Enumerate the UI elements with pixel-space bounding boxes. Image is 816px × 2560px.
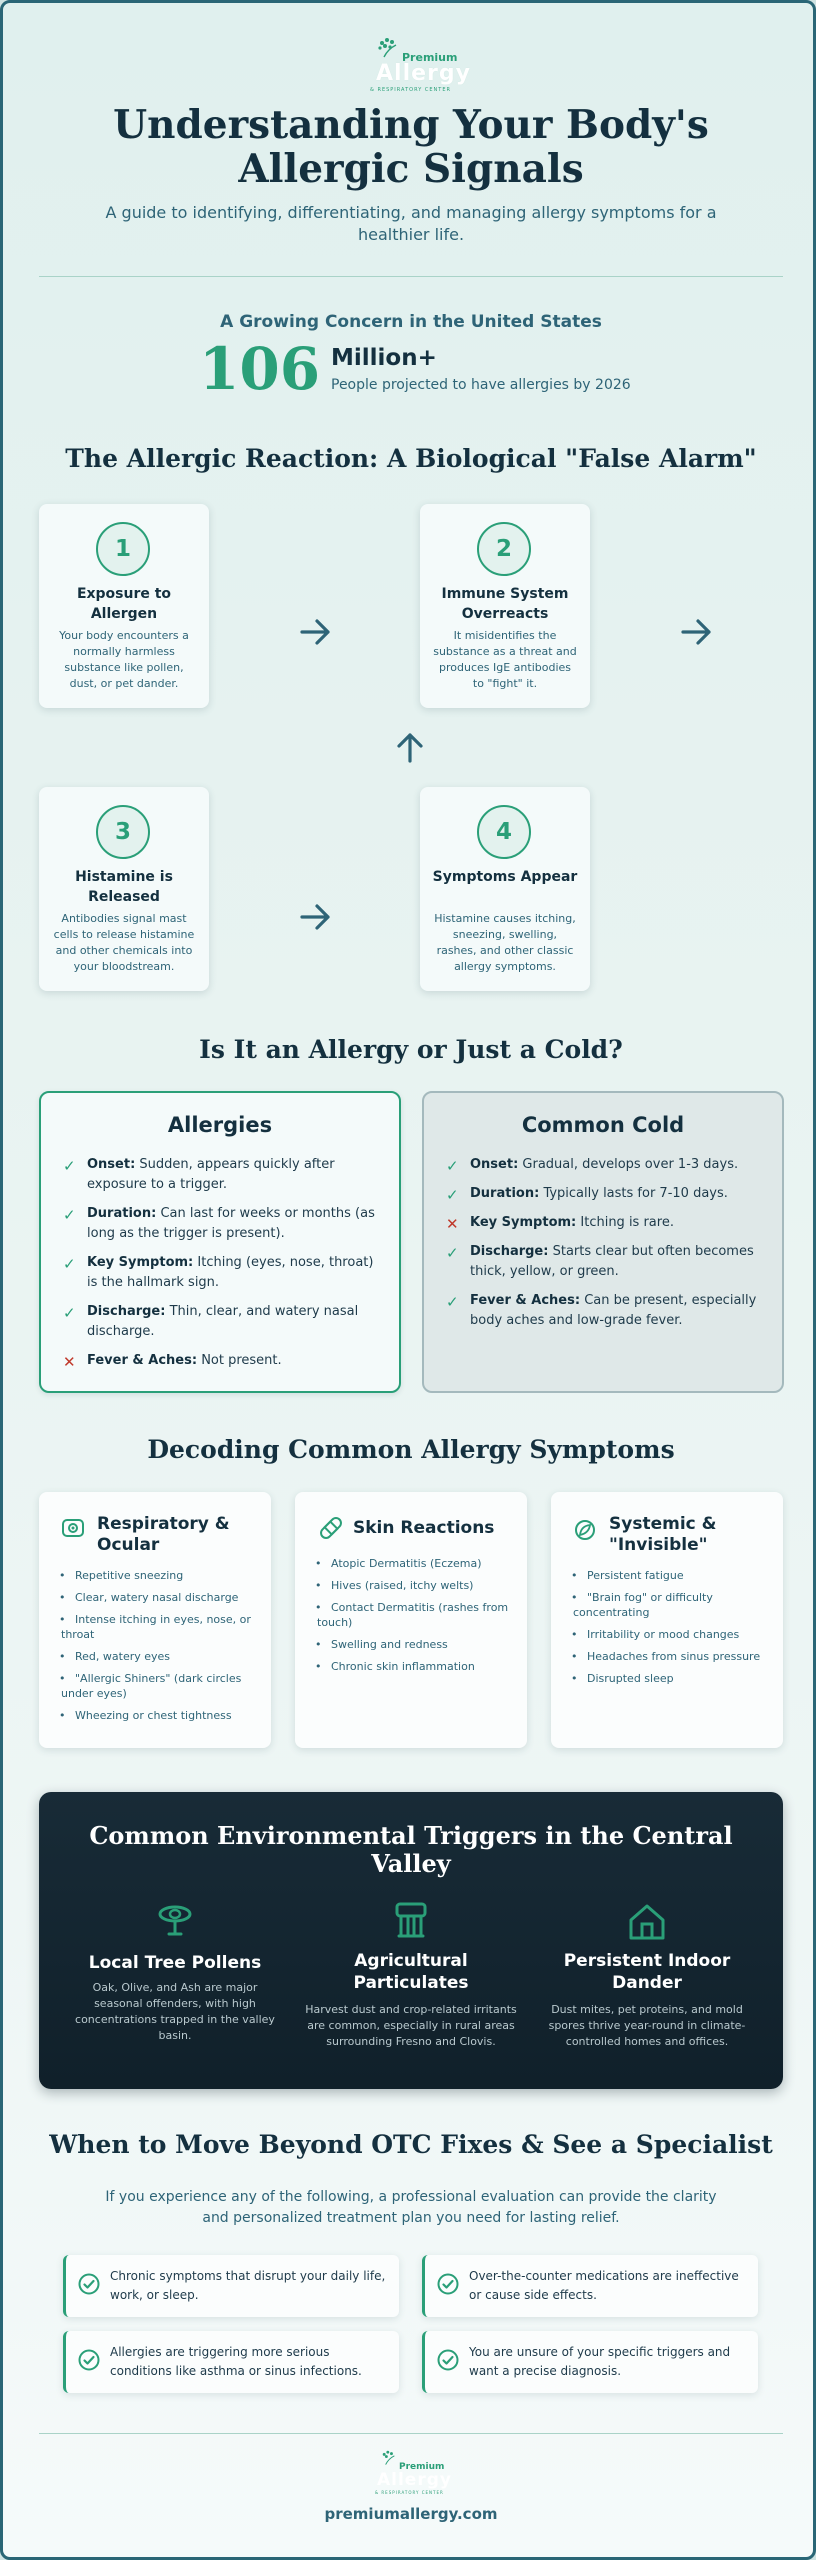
item-label: Fever & Aches:	[470, 1293, 581, 1308]
symptom-list	[317, 1556, 517, 1681]
specialist-check-item	[422, 2255, 758, 2317]
page-subtitle: A guide to identifying, differentiating, and managing allergy symptoms for a healthier life.	[105, 203, 717, 244]
list-item: • Intense itching in eyes, nose, or throat	[59, 1613, 251, 1641]
step-title: Exposure to Allergen	[76, 586, 172, 622]
check-circle-icon	[78, 2273, 100, 2295]
list-item	[63, 1204, 379, 1244]
item-text: Can last for weeks or months (as long as the trigger is present).	[87, 1206, 375, 1241]
list-item: • Persistent fatigue	[571, 1569, 684, 1582]
triggers-panel	[39, 1792, 783, 2089]
trigger-title: Agricultural Particulates	[353, 1951, 469, 1993]
item-label: Duration:	[470, 1186, 540, 1201]
step-number: 4	[477, 805, 531, 859]
item-label: Key Symptom:	[87, 1255, 194, 1270]
arrow-right-icon	[680, 617, 714, 647]
list-item: • Clear, watery nasal discharge	[59, 1591, 239, 1604]
stat-number: 106	[199, 335, 321, 403]
list-item: • Red, watery eyes	[59, 1650, 171, 1663]
list-item: • Chronic skin inflammation	[315, 1660, 475, 1673]
logo-premium-text: Premium	[399, 2462, 445, 2472]
list-item: • Disrupted sleep	[571, 1672, 674, 1685]
cross-icon: ✕	[446, 1215, 459, 1233]
check-icon: ✓	[446, 1157, 459, 1175]
stat-unit: Million+	[331, 345, 437, 371]
arrow-up-icon	[395, 730, 425, 764]
item-text: Not present.	[201, 1353, 282, 1368]
step-description: Antibodies signal mast cells to release histamine and other chemicals into your bloodstream.	[53, 912, 195, 973]
cold-list	[446, 1155, 762, 1340]
check-icon: ✓	[446, 1293, 459, 1311]
eye-icon	[61, 1516, 85, 1540]
wheat-icon	[391, 1902, 431, 1940]
item-text: Thin, clear, and watery nasal discharge.	[87, 1304, 359, 1339]
check-icon: ✓	[63, 1157, 76, 1175]
list-item: • Swelling and redness	[315, 1638, 448, 1651]
step-description: Histamine causes itching, sneezing, swelling, rashes, and other classic allergy symptoms.	[434, 912, 576, 973]
step-number: 1	[96, 522, 150, 576]
trigger-description: Oak, Olive, and Ash are major seasonal offenders, with high concentrations trapped in the valley basin.	[75, 1981, 275, 2042]
divider	[39, 2433, 783, 2434]
footer-logo	[373, 2450, 452, 2498]
check-circle-icon	[437, 2273, 459, 2295]
symptom-card-respiratory	[39, 1492, 271, 1748]
arrow-right-icon	[299, 617, 333, 647]
trigger-description: Dust mites, pet proteins, and mold spores thrive year-round in climate-controlled homes and offices.	[548, 2003, 746, 2048]
divider	[39, 276, 783, 277]
list-item	[446, 1291, 762, 1331]
step-description: Your body encounters a normally harmless substance like pollen, dust, or pet dander.	[59, 629, 189, 690]
symptoms-section-title: Decoding Common Allergy Symptoms	[147, 1435, 675, 1464]
leaf-icon	[573, 1518, 597, 1542]
tree-icon	[155, 1902, 195, 1938]
symptom-list	[61, 1568, 261, 1730]
step-card-3	[39, 787, 209, 991]
list-item: • Wheezing or chest tightness	[59, 1709, 232, 1722]
symptom-card-title: Systemic & "Invisible"	[609, 1514, 717, 1555]
trigger-title: Persistent Indoor Dander	[563, 1951, 731, 1993]
symptom-list	[573, 1568, 773, 1693]
trigger-title: Local Tree Pollens	[88, 1953, 262, 1973]
list-item: • Hives (raised, itchy welts)	[315, 1579, 474, 1592]
step-description: It misidentifies the substance as a threat and produces IgE antibodies to "fight" it.	[433, 629, 577, 690]
brand-logo	[368, 37, 471, 93]
triggers-title: Common Environmental Triggers in the Central Valley	[89, 1821, 733, 1878]
list-item	[63, 1155, 379, 1195]
item-text: Can be present, especially body aches and low-grade fever.	[470, 1293, 757, 1328]
check-icon: ✓	[446, 1186, 459, 1204]
check-circle-icon	[78, 2349, 100, 2371]
logo-tagline: & RESPIRATORY CENTER	[370, 87, 451, 93]
allergy-column-title: Allergies	[167, 1113, 273, 1137]
cold-column	[422, 1091, 784, 1393]
reaction-section-title: The Allergic Reaction: A Biological "False Alarm"	[65, 444, 757, 473]
page-title: Understanding Your Body's Allergic Signals	[113, 102, 709, 192]
step-card-2	[420, 504, 590, 708]
symptom-card-title: Skin Reactions	[353, 1518, 495, 1538]
stat-description: People projected to have allergies by 2026	[331, 377, 631, 393]
item-text: Itching is rare.	[580, 1215, 674, 1230]
symptom-card-title: Respiratory & Ocular	[97, 1514, 230, 1555]
check-item-text: Chronic symptoms that disrupt your daily life, work, or sleep.	[110, 2269, 386, 2302]
specialist-section-title: When to Move Beyond OTC Fixes & See a Specialist	[49, 2130, 773, 2159]
item-label: Onset:	[470, 1157, 519, 1172]
step-number: 3	[96, 805, 150, 859]
symptom-card-systemic	[551, 1492, 783, 1748]
list-item	[446, 1213, 762, 1233]
list-item: • Atopic Dermatitis (Eczema)	[315, 1557, 482, 1570]
step-title: Symptoms Appear	[432, 869, 578, 885]
check-item-text: Over-the-counter medications are ineffective or cause side effects.	[469, 2269, 739, 2302]
item-label: Discharge:	[470, 1244, 549, 1259]
arrow-right-icon	[299, 902, 333, 932]
list-item	[63, 1253, 379, 1293]
bandage-icon	[317, 1514, 345, 1542]
item-label: Key Symptom:	[470, 1215, 577, 1230]
list-item	[63, 1351, 379, 1371]
list-item	[446, 1184, 762, 1204]
logo-premium-text: Premium	[402, 51, 458, 64]
cold-column-title: Common Cold	[521, 1113, 685, 1137]
step-card-1	[39, 504, 209, 708]
step-title: Histamine is Released	[75, 869, 173, 905]
list-item	[63, 1302, 379, 1342]
list-item: • Headaches from sinus pressure	[571, 1650, 761, 1663]
logo-tagline: & RESPIRATORY CENTER	[375, 2490, 444, 2495]
check-icon: ✓	[63, 1255, 76, 1273]
logo-allergy-text: Allergy	[377, 2470, 452, 2490]
list-item: • Repetitive sneezing	[59, 1569, 184, 1582]
step-title: Immune System Overreacts	[441, 586, 569, 622]
check-icon: ✓	[63, 1206, 76, 1224]
specialist-check-item	[63, 2331, 399, 2393]
stat-heading: A Growing Concern in the United States	[220, 312, 602, 332]
item-text: Itching (eyes, nose, throat) is the hallmark sign.	[87, 1255, 374, 1290]
logo-allergy-text: Allergy	[376, 61, 471, 86]
list-item: • "Brain fog" or difficulty concentrating	[571, 1591, 713, 1619]
allergy-column	[39, 1091, 401, 1393]
check-icon: ✓	[63, 1304, 76, 1322]
item-text: Gradual, develops over 1-3 days.	[522, 1157, 739, 1172]
step-number: 2	[477, 522, 531, 576]
check-icon: ✓	[446, 1244, 459, 1262]
item-label: Onset:	[87, 1157, 136, 1172]
allergy-list	[63, 1155, 379, 1380]
item-label: Discharge:	[87, 1304, 166, 1319]
item-text: Starts clear but often becomes thick, yellow, or green.	[470, 1244, 754, 1279]
list-item: • Contact Dermatitis (rashes from touch)	[315, 1601, 509, 1629]
compare-section-title: Is It an Allergy or Just a Cold?	[199, 1035, 623, 1064]
website-link[interactable]: premiumallergy.com	[324, 2505, 498, 2523]
trigger-description: Harvest dust and crop-related irritants are common, especially in rural areas surrounding Fresno and Clovis.	[305, 2003, 517, 2048]
check-item-text: You are unsure of your specific triggers and want a precise diagnosis.	[469, 2345, 731, 2378]
item-text: Sudden, appears quickly after exposure to a trigger.	[87, 1157, 335, 1192]
specialist-description: If you experience any of the following, a professional evaluation can provide the clarity and personalized treatment plan you need for lasting relief.	[105, 2189, 717, 2226]
list-item	[446, 1155, 762, 1175]
check-item-text: Allergies are triggering more serious conditions like asthma or sinus infections.	[110, 2345, 362, 2378]
item-text: Typically lasts for 7-10 days.	[543, 1186, 728, 1201]
specialist-check-item	[63, 2255, 399, 2317]
specialist-check-item	[422, 2331, 758, 2393]
item-label: Duration:	[87, 1206, 157, 1221]
check-circle-icon	[437, 2349, 459, 2371]
cross-icon: ✕	[63, 1353, 76, 1371]
leaf-sprig-icon	[376, 37, 404, 59]
symptom-card-skin	[295, 1492, 527, 1748]
list-item	[446, 1242, 762, 1282]
house-icon	[627, 1902, 667, 1942]
list-item: • Irritability or mood changes	[571, 1628, 740, 1641]
list-item: • "Allergic Shiners" (dark circles under eyes)	[59, 1672, 242, 1700]
leaf-sprig-icon	[379, 2450, 401, 2466]
step-card-4	[420, 787, 590, 991]
item-label: Fever & Aches:	[87, 1353, 198, 1368]
